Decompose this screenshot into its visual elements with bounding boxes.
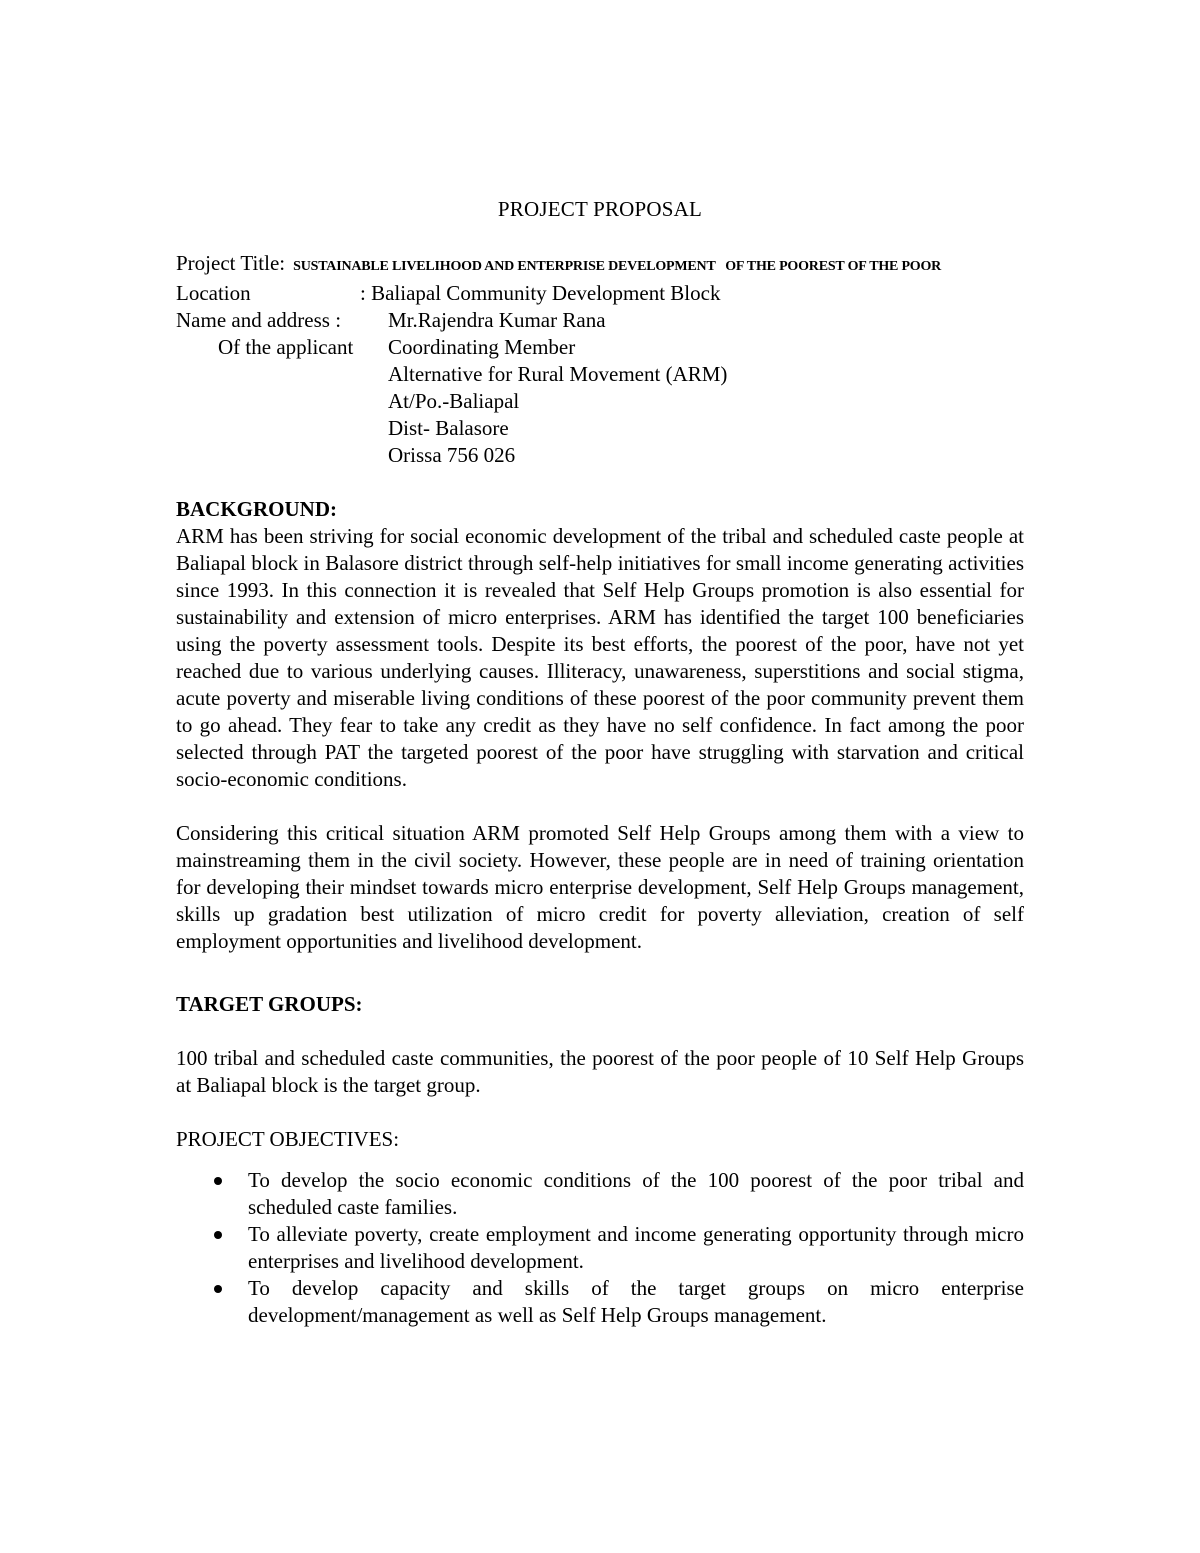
objectives-heading: PROJECT OBJECTIVES:: [176, 1127, 400, 1151]
target-groups-heading: TARGET GROUPS:: [176, 992, 363, 1016]
spacer: [176, 1018, 1024, 1045]
list-item: [176, 1167, 1024, 1221]
objective-text: To alleviate poverty, create employment and income generating opportunity through micro enterprises and livelihood development.: [248, 1222, 1024, 1273]
spacer: [176, 1099, 1024, 1126]
spacer: [176, 793, 1024, 820]
objective-text: To develop the socio economic conditions of the 100 poorest of the poor tribal and scheduled caste families.: [248, 1168, 1024, 1219]
spacer: [176, 955, 1024, 991]
name-address-label: Name and address :: [176, 308, 342, 332]
location-row: [176, 280, 1024, 307]
document-title: PROJECT PROPOSAL: [497, 197, 703, 221]
of-applicant-label: Of the applicant: [218, 335, 354, 359]
location-label: Location: [176, 281, 251, 305]
address-line: Alternative for Rural Movement (ARM): [388, 362, 728, 386]
spacer: [176, 469, 1024, 496]
location-value: : Baliapal Community Development Block: [360, 281, 721, 305]
project-title-label: Project Title:: [176, 251, 286, 275]
objective-text: To develop capacity and skills of the target groups on micro enterprise development/management as well as Self Help Groups management.: [248, 1276, 1024, 1327]
background-paragraph: Considering this critical situation ARM promoted Self Help Groups among them with a view to mainstreaming them in the civil society. However, these people are in need of training orientation for developing their mindset towards micro enterprise development, Self Help Groups management, skills up gradation best utilization of micro credit for poverty alleviation, creation of self employment opportunities and livelihood development.: [176, 821, 1024, 953]
address-line: Dist- Balasore: [388, 416, 509, 440]
list-item: [176, 1275, 1024, 1329]
target-groups-paragraph: 100 tribal and scheduled caste communities, the poorest of the poor people of 10 Self Help Groups at Baliapal block is the target group.: [176, 1046, 1024, 1097]
bullet-icon: [214, 1177, 222, 1185]
bullet-icon: [214, 1285, 222, 1293]
project-title-value: SUSTAINABLE LIVELIHOOD AND ENTERPRISE DEVELOPMENT OF THE POOREST OF THE POOR: [293, 259, 942, 274]
bullet-icon: [214, 1231, 222, 1239]
background-heading: BACKGROUND:: [176, 497, 337, 521]
list-item: [176, 1221, 1024, 1275]
of-applicant-row: [176, 334, 1024, 361]
background-paragraph: ARM has been striving for social economic development of the tribal and scheduled caste people at Baliapal block in Balasore district through self-help initiatives for small income generating activities since 1993. In this connection it is revealed that Self Help Groups promotion is also essential for sustainability and extension of micro enterprises. ARM has identified the target 100 beneficiaries using the poverty assessment tools. Despite its best efforts, the poorest of the poor, have not yet reached due to various underlying causes. Illiteracy, unawareness, superstitions and social stigma, acute poverty and miserable living conditions of these poorest of the poor community prevent them to go ahead. They fear to take any credit as they have no self confidence. In fact among the poor selected through PAT the targeted poorest of the poor have struggling with starvation and critical socio-economic conditions.: [176, 524, 1024, 791]
address-line: Coordinating Member: [388, 335, 576, 359]
name-address-row: [176, 307, 1024, 334]
address-line: Orissa 756 026: [388, 443, 516, 467]
objectives-list: [176, 1167, 1024, 1329]
address-line: Mr.Rajendra Kumar Rana: [388, 308, 606, 332]
address-line: At/Po.-Baliapal: [388, 389, 520, 413]
document-page: [176, 196, 1024, 1329]
project-title-row: [176, 250, 1024, 280]
